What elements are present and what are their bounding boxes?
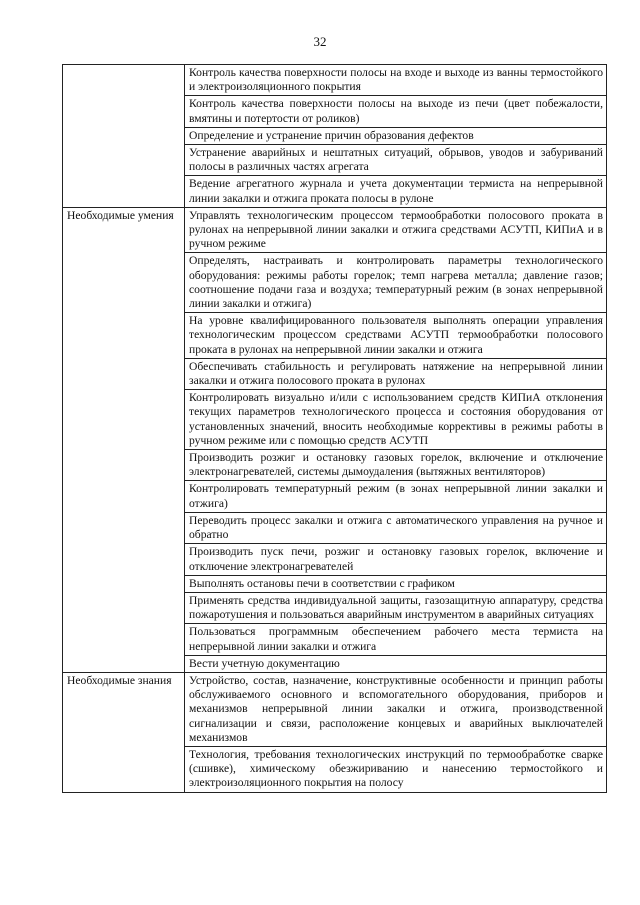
table-cell-item: Выполнять остановы печи в соответствии с графиком — [185, 575, 607, 592]
table-cell-item: Производить пуск печи, розжиг и остановку газовых горелок, включение и отключение электронагревателей — [185, 544, 607, 575]
row-label-skills: Необходимые умения — [63, 207, 185, 672]
table-cell-item: Пользоваться программным обеспечением рабочего места термиста на непрерывной линии закалки и отжига — [185, 624, 607, 655]
table-cell-item: Ведение агрегатного журнала и учета документации термиста на непрерывной линии закалки и отжига проката полосы в рулоне — [185, 176, 607, 207]
table-cell-item: Управлять технологическим процессом термообработки полосового проката в рулонах на непрерывной линии закалки и отжига средствами АСУТП, КИПиА и в ручном режиме — [185, 207, 607, 253]
table-cell-item: Контролировать визуально и/или с использованием средств КИПиА отклонения текущих параметров технологического процесса и состояния оборудования от установленных значений, вносить необходимые коррективы в режимы работы в ручном режиме или с помощью средств АСУТП — [185, 390, 607, 450]
table-cell-item: Обеспечивать стабильность и регулировать натяжение на непрерывной линии закалки и отжига полосового проката в рулонах — [185, 358, 607, 389]
table-cell-item: Определять, настраивать и контролировать параметры технологического оборудования: режимы работы горелок; темп нагрева металла; давление газов; соотношение подачи газа и воздуха; температурный режим (в зонах непрерывной линии закалки и отжига) — [185, 253, 607, 313]
table-cell-item: На уровне квалифицированного пользователя выполнять операции управления технологическим процессом средствами АСУТП термообработки полосового проката в рулонах на непрерывной линии закалки и отжига — [185, 313, 607, 359]
table-cell-item: Контроль качества поверхности полосы на входе и выходе из ванны термостойкого и электроизоляционного покрытия — [185, 65, 607, 96]
table-cell-item: Производить розжиг и остановку газовых горелок, включение и отключение электронагревателей, системы дымоудаления (вытяжных вентиляторов) — [185, 450, 607, 481]
table-cell-item: Устройство, состав, назначение, конструктивные особенности и принцип работы обслуживаемого основного и вспомогательного оборудования, приборов и механизмов непрерывной линии закалки и отжига, производственной сигнализации и связи, расположение концевых и аварийных выключателей механизмов — [185, 672, 607, 746]
table-cell-item: Вести учетную документацию — [185, 655, 607, 672]
table-cell-item: Применять средства индивидуальной защиты, газозащитную аппаратуру, средства пожаротушения и пользоваться аварийным инструментом в аварийных ситуациях — [185, 592, 607, 623]
table-row — [63, 207, 607, 253]
table-cell-item: Контроль качества поверхности полосы на выходе из печи (цвет побежалости, вмятины и потертости от роликов) — [185, 96, 607, 127]
table-cell-item: Контролировать температурный режим (в зонах непрерывной линии закалки и отжига) — [185, 481, 607, 512]
table-row — [63, 65, 607, 96]
page-number: 32 — [313, 34, 327, 49]
competency-table — [62, 64, 607, 793]
table-cell-item: Устранение аварийных и нештатных ситуаций, обрывов, уводов и забуриваний полосы в различных частях агрегата — [185, 145, 607, 176]
table-cell-item: Технология, требования технологических инструкций по термообработке сварке (сшивке), химическому обезжириванию и нанесению термостойкого и электроизоляционного покрытия на полосу — [185, 746, 607, 792]
table-row — [63, 672, 607, 746]
row-label-empty — [63, 65, 185, 208]
table-cell-item: Переводить процесс закалки и отжига с автоматического управления на ручное и обратно — [185, 512, 607, 543]
table-cell-item: Определение и устранение причин образования дефектов — [185, 127, 607, 144]
row-label-knowledge: Необходимые знания — [63, 672, 185, 792]
